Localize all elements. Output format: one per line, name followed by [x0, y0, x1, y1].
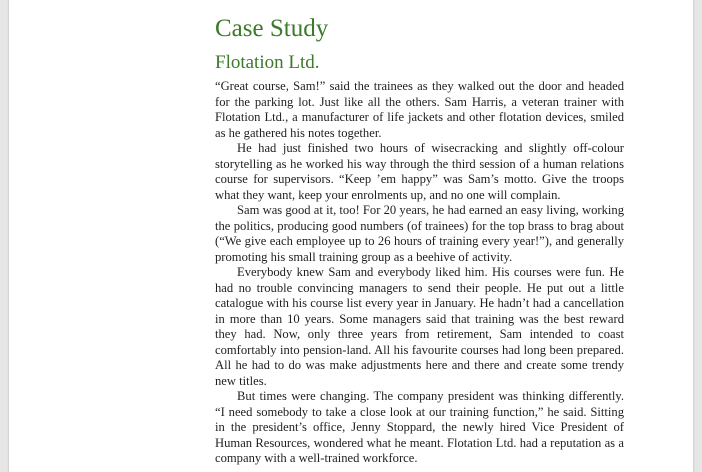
page-content: [215, 14, 624, 467]
paragraph-5: But times were changing. The company president was thinking differently. “I need somebody to take a close look at our training function,” he said. Sitting in the president’s office, Jenny Stoppard, the newly hired Vice President of Human Resources, wondered what he meant. Flotation Ltd. had a reputation as a company with a well-trained workforce.: [215, 389, 624, 465]
paragraph-3: Sam was good at it, too! For 20 years, he had earned an easy living, working the politics, producing good numbers (of trainees) for the top brass to brag about (“We give each employee up to 26 hours of training every year!”), and generally promoting his small training group as a beehive of activity.: [215, 203, 624, 264]
case-study-subtitle: Flotation Ltd.: [215, 52, 320, 73]
case-study-title: Case Study: [215, 15, 329, 42]
document-page: [9, 0, 693, 472]
paragraph-2: He had just finished two hours of wisecracking and slightly off-colour storytelling as he worked his way through the third session of a human relations course for supervisors. “Keep ’em happy” was Sam’s motto. Give the troops what they want, keep your enrolments up, and no one will complain.: [215, 141, 624, 202]
paragraph-1: “Great course, Sam!” said the trainees as they walked out the door and headed for the parking lot. Just like all the others. Sam Harris, a veteran trainer with Flotation Ltd., a manufacturer of life jackets and other flotation devices, smiled as he gathered his notes together.: [215, 79, 624, 140]
paragraph-4: Everybody knew Sam and everybody liked him. His courses were fun. He had no trouble convincing managers to send their people. He put out a little catalogue with his course list every year in January. He hadn’t had a cancellation in more than 10 years. Some managers said that training was the best reward they had. Now, only three years from retirement, Sam intended to coast comfortably into pension-land. All his favourite courses had long been prepared. All he had to do was make adjustments here and there and create some trendy new titles.: [215, 265, 624, 388]
